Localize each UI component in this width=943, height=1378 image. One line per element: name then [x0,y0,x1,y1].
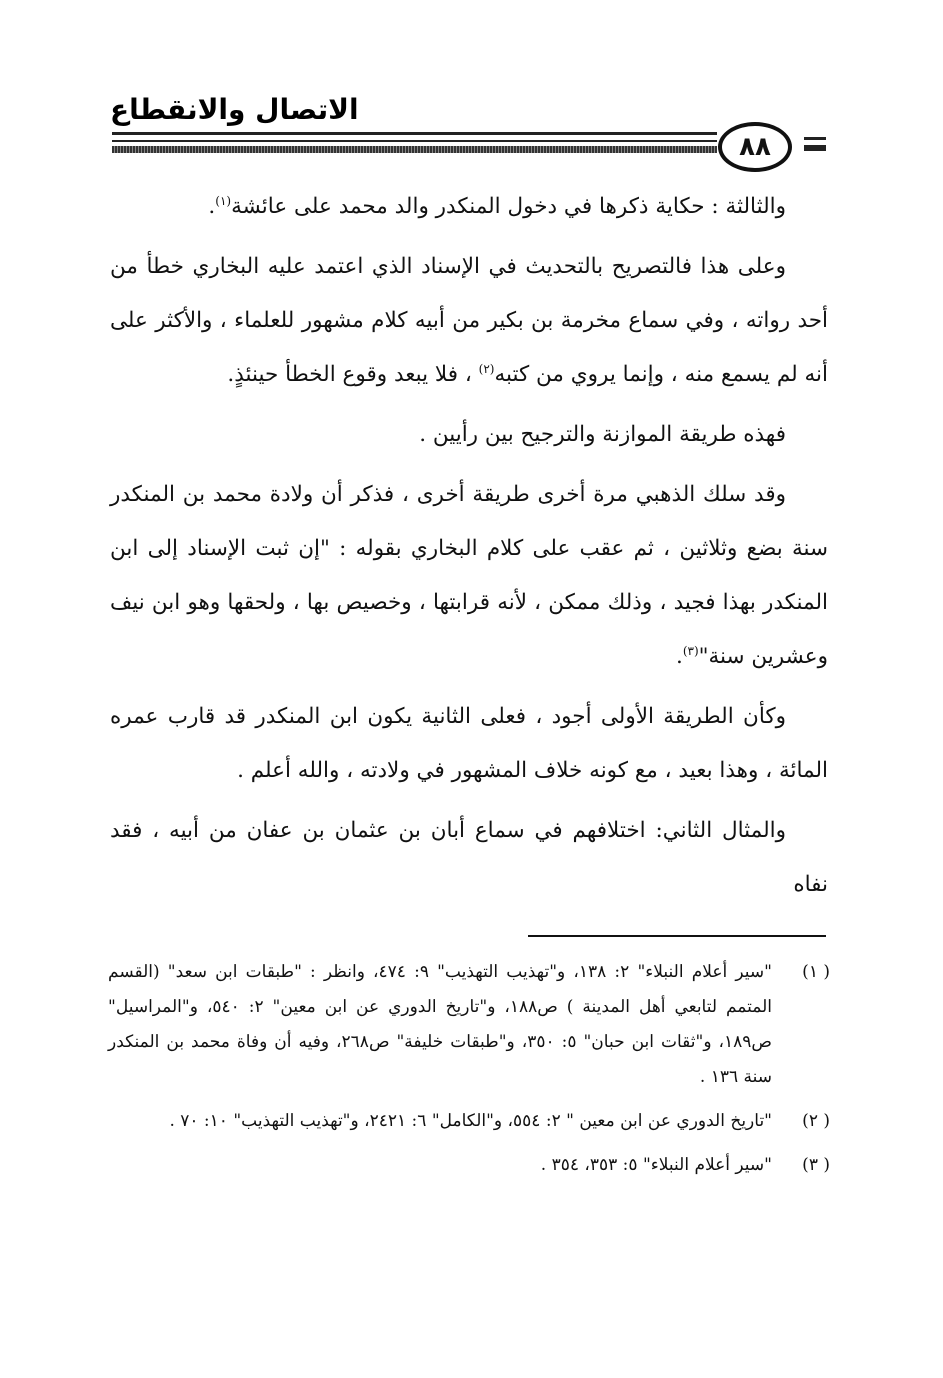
footnote [108,955,830,1095]
paragraph: وقد سلك الذهبي مرة أخرى طريقة أخرى ، فذكر أن ولادة محمد بن المنكدر سنة بضع وثلاثين ، ثم عقب على كلام البخاري بقوله : "إن ثبت الإسناد إلى ابن المنكدر بهذا فجيد ، وذلك ممكن ، لأنه قرابتها ، وخصيص بها ، ولحقها وهو ابن نيف وعشرين سنة"$^{(٣)}$. [110,482,828,669]
footnotes [108,955,830,1192]
header-rule-bottom [112,146,717,153]
footnote-text: "تاريخ الدوري عن ابن معين " ٢: ٥٥٤، و"الكامل" ٦: ٢٤٢١، و"تهذيب التهذيب" ١٠: ٧٠ . [169,1111,772,1131]
header-rule-top [112,132,717,135]
footnote-ref[interactable]: (٢) [478,361,495,376]
paragraph: وعلى هذا فالتصريح بالتحديث في الإسناد الذي اعتمد عليه البخاري خطأ من أحد رواته ، وفي سماع مخرمة بن بكير من أبيه كلام مشهور للعلماء ، والأكثر على أنه لم يسمع منه ، وإنما يروي من كتبه$^{(٢)}$ ، فلا يبعد وقوع الخطأ حينئذٍ. [110,254,828,387]
footnote-number: ( ٣) [802,1155,830,1175]
paragraph: وكأن الطريقة الأولى أجود ، فعلى الثانية يكون ابن المنكدر قد قارب عمره المائة ، وهذا بعيد ، مع كونه خلاف المشهور في ولادته ، والله أعلم . [110,704,828,783]
header-ornament-line [804,145,826,151]
paragraph: فهذه طريقة الموازنة والترجيح بين رأيين . [419,422,786,447]
footnote-ref[interactable]: (٣) [682,643,699,658]
footnote-number: ( ١) [802,962,830,982]
page-number: ٨٨ [718,122,792,172]
running-title: الاتصال والانقطاع [110,93,359,126]
header-rule-middle [112,140,717,142]
footnote-number: ( ٢) [802,1111,830,1131]
paragraph: والثالثة : حكاية ذكرها في دخول المنكدر والد محمد على عائشة$^{(١)}$. [208,193,786,219]
paragraph: والمثال الثاني: اختلافهم في سماع أبان بن عثمان بن عفان من أبيه ، فقد نفاه [110,818,828,897]
footnote [108,1104,830,1139]
footnote-text: "سير أعلام النبلاء" ٢: ١٣٨، و"تهذيب التهذيب" ٩: ٤٧٤، وانظر : "طبقات ابن سعد" (القسم المتمم لتابعي أهل المدينة ) ص١٨٨، و"تاريخ الدوري عن ابن معين" ٢: ٥٤٠، و"المراسيل" ص١٨٩، و"ثقات ابن حبان" ٥: ٣٥٠، و"طبقات خليفة" ص٢٦٨، وفيه أن وفاة محمد بن المنكدر سنة ١٣٦ . [108,962,772,1087]
header-ornament-line [804,137,826,140]
footnote [108,1148,830,1183]
footnote-ref[interactable]: (١) [215,193,232,208]
footnote-text: "سير أعلام النبلاء" ٥: ٣٥٣، ٣٥٤ . [540,1155,772,1175]
main-text [110,180,828,918]
footnote-separator [528,935,826,937]
